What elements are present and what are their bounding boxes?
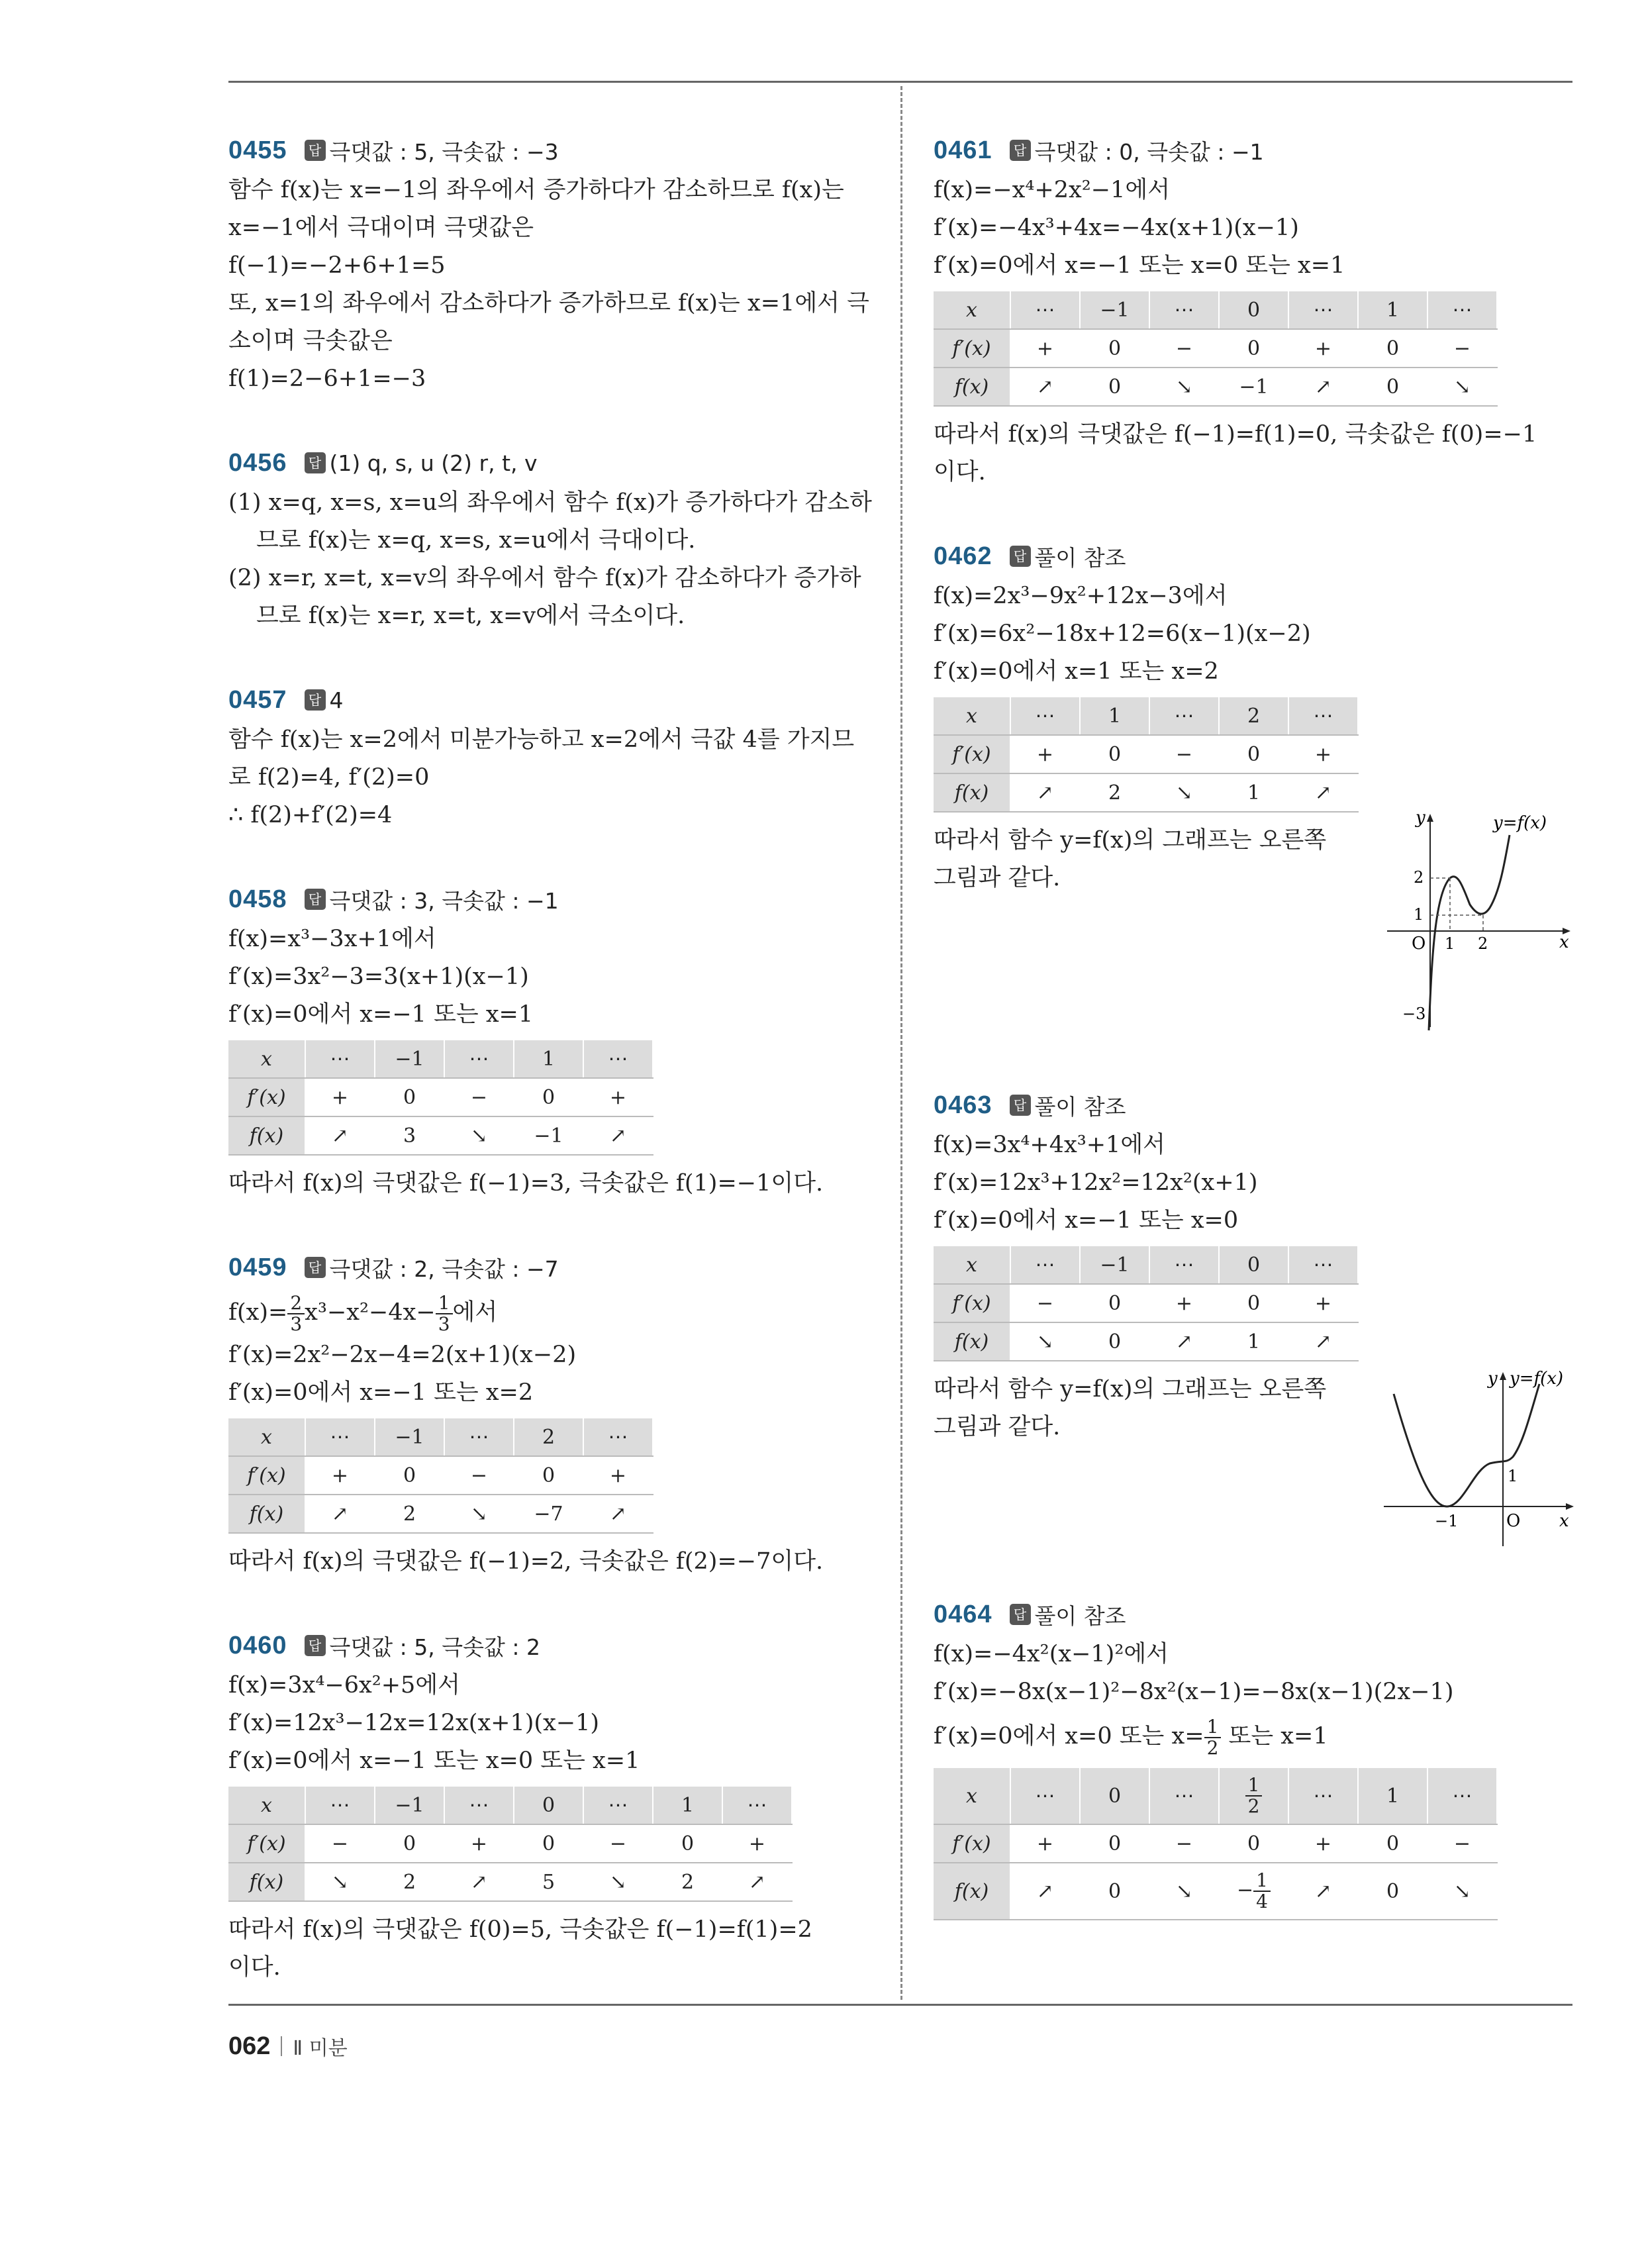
cell: x [934,697,1010,735]
cell: 0 [1219,735,1288,773]
cell: − [583,1824,653,1863]
tick-label: 1 [1414,905,1424,924]
critical-points [934,1711,1572,1761]
y-label: y [1416,809,1425,828]
problem-0459 [228,1246,871,1581]
cell: ↗ [305,1116,375,1155]
sign-table [934,291,1498,407]
cell: 0 [1219,291,1288,329]
cell: + [1010,329,1080,368]
answer-badge-icon: 답 [305,889,326,910]
cell: ↗ [1010,1863,1080,1920]
cell: 0 [1080,368,1149,406]
cell: x [934,1768,1010,1824]
cell: −7 [514,1495,583,1533]
cell: − [1149,329,1219,368]
cell: x [934,291,1010,329]
cell: 0 [375,1824,444,1863]
answer-badge-icon: 답 [1010,1604,1031,1625]
cell: 0 [514,1824,583,1863]
text-line: 소이며 극솟값은 [228,328,393,354]
cell: 0 [1219,1284,1288,1322]
text-line: f′(x)=3x²−3=3(x+1)(x−1) [228,963,529,990]
cell: − [1427,1824,1497,1863]
problem-number: 0458 [228,885,287,913]
cell: −1 [1080,291,1149,329]
problem-number: 0461 [934,136,992,164]
answer-badge-icon: 답 [1010,140,1031,161]
cell: 0 [1080,1768,1149,1824]
sign-table [228,1418,653,1534]
answer: 극댓값 : 3, 극솟값 : −1 [329,887,559,914]
sign-table [228,1040,653,1156]
cell: − [444,1456,514,1495]
cell: x [228,1787,305,1824]
cell: 0 [1219,1824,1288,1863]
bottom-rule [228,2004,1572,2006]
cell: − [1010,1284,1080,1322]
cell: 2 [653,1863,722,1901]
x-axis-arrow-icon [1566,1503,1574,1510]
cell: + [722,1824,792,1863]
cell: ⋯ [583,1418,653,1456]
cell: − [444,1078,514,1116]
problem-number: 0457 [228,685,287,714]
cell: 1 [1219,773,1288,812]
text: 또는 x=1 [1221,1723,1328,1750]
function-label: y=f(x) [1493,813,1547,833]
cell: ⋯ [1288,1768,1358,1824]
graph-row [934,1371,1572,1550]
tick-label: 2 [1478,934,1488,953]
cell: ↘ [583,1863,653,1901]
cell: ↗ [583,1495,653,1533]
cell: ⋯ [1149,697,1219,735]
cell: 2 [375,1863,444,1901]
cell: − [305,1824,375,1863]
text-line: 따라서 함수 y=f(x)의 그래프는 오른쪽 [934,827,1327,854]
problem-0455 [228,129,871,398]
cell: 0 [1080,1863,1149,1920]
text-line: f′(x)=0에서 x=1 또는 x=2 [934,658,1219,685]
cell: −1 [1080,1246,1149,1284]
cell: x [228,1040,305,1078]
cell: 0 [375,1456,444,1495]
origin-label: O [1506,1511,1521,1531]
cell: f′(x) [934,329,1010,368]
text-line: f(1)=2−6+1=−3 [228,366,426,392]
denominator: 3 [290,1312,303,1335]
cell: ↗ [1010,773,1080,812]
cell: f(x) [228,1116,305,1155]
cell: ⋯ [444,1040,514,1078]
cell: ↗ [1288,773,1358,812]
problem-number: 0463 [934,1091,992,1119]
sign-table [934,1768,1498,1920]
cell: 0 [1080,329,1149,368]
cell: ⋯ [1427,291,1497,329]
problem-number: 0462 [934,542,992,570]
tick-label: −3 [1402,1005,1426,1023]
problem-0463 [934,1084,1572,1550]
text: 에서 [452,1299,498,1326]
cell: + [1149,1284,1219,1322]
cell: ↘ [1149,1863,1219,1920]
function-definition [228,1289,871,1336]
answer: (1) q, s, u (2) r, t, v [329,450,538,476]
cell: ⋯ [1288,291,1358,329]
cell: ↘ [444,1116,514,1155]
answer: 풀이 참조 [1034,544,1126,571]
cell: + [583,1456,653,1495]
text-line: f(x)=−x⁴+2x²−1에서 [934,177,1171,203]
text-line: f(x)=−4x²(x−1)²에서 [934,1641,1169,1667]
cell: ↘ [1149,368,1219,406]
cell: 3 [375,1116,444,1155]
cell: 1 [514,1040,583,1078]
cell: ↘ [305,1863,375,1901]
section-title: Ⅱ 미분 [293,2037,348,2060]
cell: + [1288,1284,1358,1322]
cell: 0 [1080,1824,1149,1863]
text-line: f′(x)=0에서 x=−1 또는 x=2 [228,1379,534,1406]
cell: ↗ [722,1863,792,1901]
cell: ↘ [1427,1863,1497,1920]
cell: f(x) [934,1863,1010,1920]
text-line: f′(x)=0에서 x=−1 또는 x=0 또는 x=1 [228,1748,640,1774]
cell: ⋯ [305,1787,375,1824]
cell: 5 [514,1863,583,1901]
cell: 2 [514,1418,583,1456]
cell: 0 [514,1456,583,1495]
cell: ⋯ [1010,697,1080,735]
cell: −1 [375,1787,444,1824]
cell: ↗ [1288,1322,1358,1361]
cell: ⋯ [1149,1768,1219,1824]
sign: − [1237,1879,1254,1902]
sign-table [228,1787,793,1902]
answer: 극댓값 : 0, 극솟값 : −1 [1034,138,1264,165]
cell: 0 [1358,368,1427,406]
answer: 풀이 참조 [1034,1602,1126,1629]
text-line: f(x)=3x⁴−6x²+5에서 [228,1672,460,1699]
text-line: 또, x=1의 좌우에서 감소하다가 증가하므로 f(x)는 x=1에서 극 [228,290,869,317]
text-line: (1) x=q, x=s, x=u의 좌우에서 함수 f(x)가 증가하다가 감소하 [228,489,872,516]
cell: f′(x) [228,1456,305,1495]
fraction [1253,1871,1271,1912]
y-axis-arrow-icon [1500,1372,1506,1380]
numerator: 1 [1204,1717,1222,1738]
text-line: f′(x)=0에서 x=−1 또는 x=0 [934,1207,1239,1234]
cell: 1 [1358,291,1427,329]
cell: ⋯ [583,1787,653,1824]
y-axis-arrow-icon [1427,814,1433,822]
text-line: 그림과 같다. [934,865,1061,891]
text-line: f(x)=x³−3x+1에서 [228,926,436,952]
cell: x [228,1418,305,1456]
cell: ⋯ [444,1418,514,1456]
cell: ⋯ [1149,1246,1219,1284]
text-line: f′(x)=−4x³+4x=−4x(x+1)(x−1) [934,215,1299,241]
cell: + [1288,1824,1358,1863]
cell: + [1288,329,1358,368]
text-line: f′(x)=0에서 x=−1 또는 x=1 [228,1001,534,1028]
function-label: y=f(x) [1510,1369,1564,1389]
cell: f′(x) [934,1284,1010,1322]
cell: f(x) [228,1863,305,1901]
cell: ⋯ [444,1787,514,1824]
text: f′(x)=0에서 x=0 또는 x= [934,1723,1204,1750]
fraction [1204,1717,1222,1758]
cell: ⋯ [1010,1246,1080,1284]
problem-0456 [228,442,871,635]
cell: 0 [1219,329,1288,368]
left-column [228,129,871,2030]
tick-label: 1 [1445,934,1455,953]
answer-badge-icon: 답 [305,689,326,711]
answer: 풀이 참조 [1034,1093,1126,1120]
tick-label: −1 [1435,1512,1459,1530]
footer-separator [281,2036,282,2056]
column-divider [900,86,902,2000]
numerator: 1 [1253,1871,1271,1892]
cell: ⋯ [722,1787,792,1824]
denominator: 2 [1206,1736,1219,1759]
cell: 1 [653,1787,722,1824]
cell: ⋯ [1288,697,1358,735]
cell: −1 [375,1040,444,1078]
answer: 극댓값 : 2, 극솟값 : −7 [329,1256,559,1282]
cell: 1 [1080,697,1149,735]
problem-number: 0459 [228,1253,287,1281]
answer-badge-icon: 답 [305,1257,326,1278]
text-line: f(x)=2x³−9x²+12x−3에서 [934,583,1228,609]
origin-label: O [1412,934,1426,954]
cell: 2 [1080,773,1149,812]
sign-table [934,697,1359,813]
cell: ↘ [1149,773,1219,812]
denominator: 3 [438,1312,450,1335]
fraction [1245,1775,1263,1816]
graph-row [934,809,1572,1040]
cell: ⋯ [1149,291,1219,329]
cell: ↗ [305,1495,375,1533]
cell: ⋯ [305,1418,375,1456]
denominator: 2 [1247,1795,1260,1817]
cell: + [305,1078,375,1116]
answer: 극댓값 : 5, 극솟값 : −3 [329,138,559,165]
numerator: 1 [436,1293,453,1314]
text-line: 므로 f(x)는 x=q, x=s, x=u에서 극대이다. [256,527,696,554]
cell: ↗ [1288,368,1358,406]
cell: ⋯ [1288,1246,1358,1284]
text-line: f′(x)=12x³−12x=12x(x+1)(x−1) [228,1710,600,1736]
problem-number: 0460 [228,1631,287,1659]
cell: f(x) [228,1495,305,1533]
cell: 0 [514,1787,583,1824]
text: f(x)= [228,1299,288,1326]
text-line: 이다. [228,1954,281,1981]
cell: ↗ [1288,1863,1358,1920]
text: x³−x²−4x− [305,1299,436,1326]
text-line: 따라서 f(x)의 극댓값은 f(−1)=f(1)=0, 극솟값은 f(0)=−1 [934,421,1537,448]
text-line: 로 f(2)=4, f′(2)=0 [228,764,430,791]
answer: 극댓값 : 5, 극솟값 : 2 [329,1634,540,1660]
answer-badge-icon: 답 [1010,546,1031,567]
cell: ↗ [444,1863,514,1901]
cell: − [1427,329,1497,368]
cell: + [305,1456,375,1495]
text-line: f′(x)=−8x(x−1)²−8x²(x−1)=−8x(x−1)(2x−1) [934,1679,1454,1705]
denominator: 4 [1256,1891,1268,1912]
cell: 2 [375,1495,444,1533]
answer-badge-icon: 답 [305,1635,326,1656]
cell: ↗ [1149,1322,1219,1361]
cell: 2 [1219,697,1288,735]
numerator: 2 [287,1293,305,1314]
cell: ⋯ [1010,291,1080,329]
cell: −1 [375,1418,444,1456]
text-line: 그림과 같다. [934,1414,1061,1440]
problem-0461 [934,129,1572,491]
problem-0460 [228,1624,871,1987]
sign-table [934,1246,1359,1361]
text-line: 함수 f(x)는 x=−1의 좌우에서 증가하다가 감소하므로 f(x)는 [228,177,844,203]
top-rule [228,81,1572,83]
cell: 0 [1080,1322,1149,1361]
text-line: f(x)=3x⁴+4x³+1에서 [934,1132,1165,1158]
curve [1429,835,1510,1030]
text-line: ∴ f(2)+f′(2)=4 [228,802,393,828]
cell: f(x) [934,773,1010,812]
cell: − [1149,1824,1219,1863]
cell: 1 [1219,1322,1288,1361]
text-line: 따라서 f(x)의 극댓값은 f(−1)=3, 극솟값은 f(1)=−1이다. [228,1170,824,1197]
cell: f(x) [934,368,1010,406]
text-line: (2) x=r, x=t, x=v의 좌우에서 함수 f(x)가 감소하다가 증가하 [228,565,861,591]
fraction [436,1293,453,1334]
cell: + [1010,1824,1080,1863]
cell: f(x) [934,1322,1010,1361]
cell: ⋯ [305,1040,375,1078]
y-label: y [1488,1369,1498,1389]
cell: + [1010,735,1080,773]
text-line: x=−1에서 극대이며 극댓값은 [228,215,534,241]
problem-0462 [934,535,1572,1040]
cell: 0 [375,1078,444,1116]
problem-number: 0464 [934,1600,992,1628]
numerator: 1 [1245,1775,1263,1797]
cell: 0 [1358,1863,1427,1920]
graph-cubic [1384,809,1576,1034]
text-line: 따라서 f(x)의 극댓값은 f(−1)=2, 극솟값은 f(2)=−7이다. [228,1548,824,1575]
cell: 0 [653,1824,722,1863]
cell: −1 [1219,368,1288,406]
problem-number: 0456 [228,448,287,477]
cell: 1 [1358,1768,1427,1824]
cell: ↗ [1010,368,1080,406]
answer: 4 [329,687,344,713]
tick-label: 2 [1414,868,1424,887]
answer-badge-icon: 답 [305,452,326,473]
text-line: f′(x)=0에서 x=−1 또는 x=0 또는 x=1 [934,252,1345,279]
cell: ↘ [1427,368,1497,406]
cell: + [1288,735,1358,773]
cell: f′(x) [934,735,1010,773]
curve [1394,1384,1539,1506]
graph-quartic [1380,1364,1579,1550]
text-line: f(−1)=−2+6+1=5 [228,252,446,279]
cell: x [934,1246,1010,1284]
problem-0458 [228,878,871,1203]
cell: f′(x) [934,1824,1010,1863]
cell: − [1149,735,1219,773]
problem-0464 [934,1593,1572,1920]
tick-label: 1 [1508,1467,1518,1485]
cell: ⋯ [583,1040,653,1078]
problem-number: 0455 [228,136,287,164]
page-footer [228,2032,348,2061]
page-number: 062 [228,2032,271,2060]
cell: ↗ [583,1116,653,1155]
answer-badge-icon: 답 [305,140,326,161]
cell: + [583,1078,653,1116]
problem-0457 [228,679,871,834]
cell: 0 [1219,1246,1288,1284]
cell: ⋯ [1427,1768,1497,1824]
text-line: f′(x)=2x²−2x−4=2(x+1)(x−2) [228,1342,577,1368]
cell: 0 [1080,735,1149,773]
answer-badge-icon: 답 [1010,1095,1031,1116]
cell [1219,1863,1288,1920]
cell: + [444,1824,514,1863]
text-line: 따라서 f(x)의 극댓값은 f(0)=5, 극솟값은 f(−1)=f(1)=2 [228,1916,812,1943]
x-label: x [1559,932,1569,952]
cell: ⋯ [1010,1768,1080,1824]
text-line: 따라서 함수 y=f(x)의 그래프는 오른쪽 [934,1376,1327,1403]
cell: 0 [1080,1284,1149,1322]
cell: −1 [514,1116,583,1155]
cell [1219,1768,1288,1824]
fraction [287,1293,305,1334]
x-label: x [1559,1511,1569,1531]
text-line: 함수 f(x)는 x=2에서 미분가능하고 x=2에서 극값 4를 가지므 [228,726,855,753]
text-line: 이다. [934,459,986,485]
text-line: f′(x)=6x²−18x+12=6(x−1)(x−2) [934,620,1311,647]
cell: ↘ [444,1495,514,1533]
right-column [934,129,1572,1964]
cell: ↘ [1010,1322,1080,1361]
cell: f′(x) [228,1824,305,1863]
cell: 0 [1358,329,1427,368]
text-line: f′(x)=12x³+12x²=12x²(x+1) [934,1169,1258,1196]
cell: 0 [1358,1824,1427,1863]
text-line: 므로 f(x)는 x=r, x=t, x=v에서 극소이다. [256,603,685,629]
cell: 0 [514,1078,583,1116]
cell: f′(x) [228,1078,305,1116]
